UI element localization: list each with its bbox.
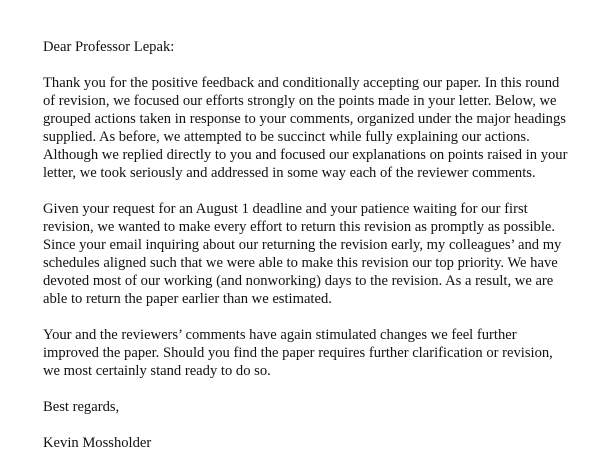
- paragraph-thanks: [43, 74, 588, 182]
- paragraph-gap: [43, 308, 588, 326]
- paragraph-line: grouped actions taken in response to your comments, organized under the major headings: [43, 111, 566, 127]
- paragraph-line: letter, we took seriously and addressed in some way each of the reviewer comments.: [43, 165, 536, 181]
- paragraph-line: Although we replied directly to you and focused our explanations on points raised in your: [43, 147, 568, 163]
- signature: Kevin Mossholder: [43, 435, 152, 451]
- paragraph-line: of revision, we focused our efforts strongly on the points made in your letter. Below, we: [43, 93, 557, 109]
- paragraph-comments: [43, 326, 588, 380]
- paragraph-line: supplied. As before, we attempted to be succinct while fully explaining our actions.: [43, 129, 530, 145]
- paragraph-line: Since your email inquiring about our returning the revision early, my colleagues’ and my: [43, 237, 562, 253]
- paragraph-line: Your and the reviewers’ comments have again stimulated changes we feel further: [43, 327, 517, 343]
- paragraph-gap: [43, 380, 588, 398]
- paragraph-gap: [43, 56, 588, 74]
- salutation: Dear Professor Lepak:: [43, 39, 175, 55]
- paragraph-gap: [43, 182, 588, 200]
- paragraph-deadline: [43, 200, 588, 308]
- paragraph-line: able to return the paper earlier than we estimated.: [43, 291, 332, 307]
- letter-body: [43, 38, 588, 452]
- paragraph-line: schedules aligned such that we were able to make this revision our top priority. We have: [43, 255, 558, 271]
- closing: Best regards,: [43, 399, 120, 415]
- paragraph-line: devoted most of our working (and nonworking) days to the revision. As a result, we are: [43, 273, 554, 289]
- paragraph-gap: [43, 416, 588, 434]
- paragraph-line: improved the paper. Should you find the paper requires further clarification or revision,: [43, 345, 553, 361]
- paragraph-line: revision, we wanted to make every effort to return this revision as promptly as possible.: [43, 219, 556, 235]
- paragraph-line: we most certainly stand ready to do so.: [43, 363, 271, 379]
- paragraph-line: Given your request for an August 1 deadline and your patience waiting for our first: [43, 201, 528, 217]
- paragraph-line: Thank you for the positive feedback and conditionally accepting our paper. In this round: [43, 75, 560, 91]
